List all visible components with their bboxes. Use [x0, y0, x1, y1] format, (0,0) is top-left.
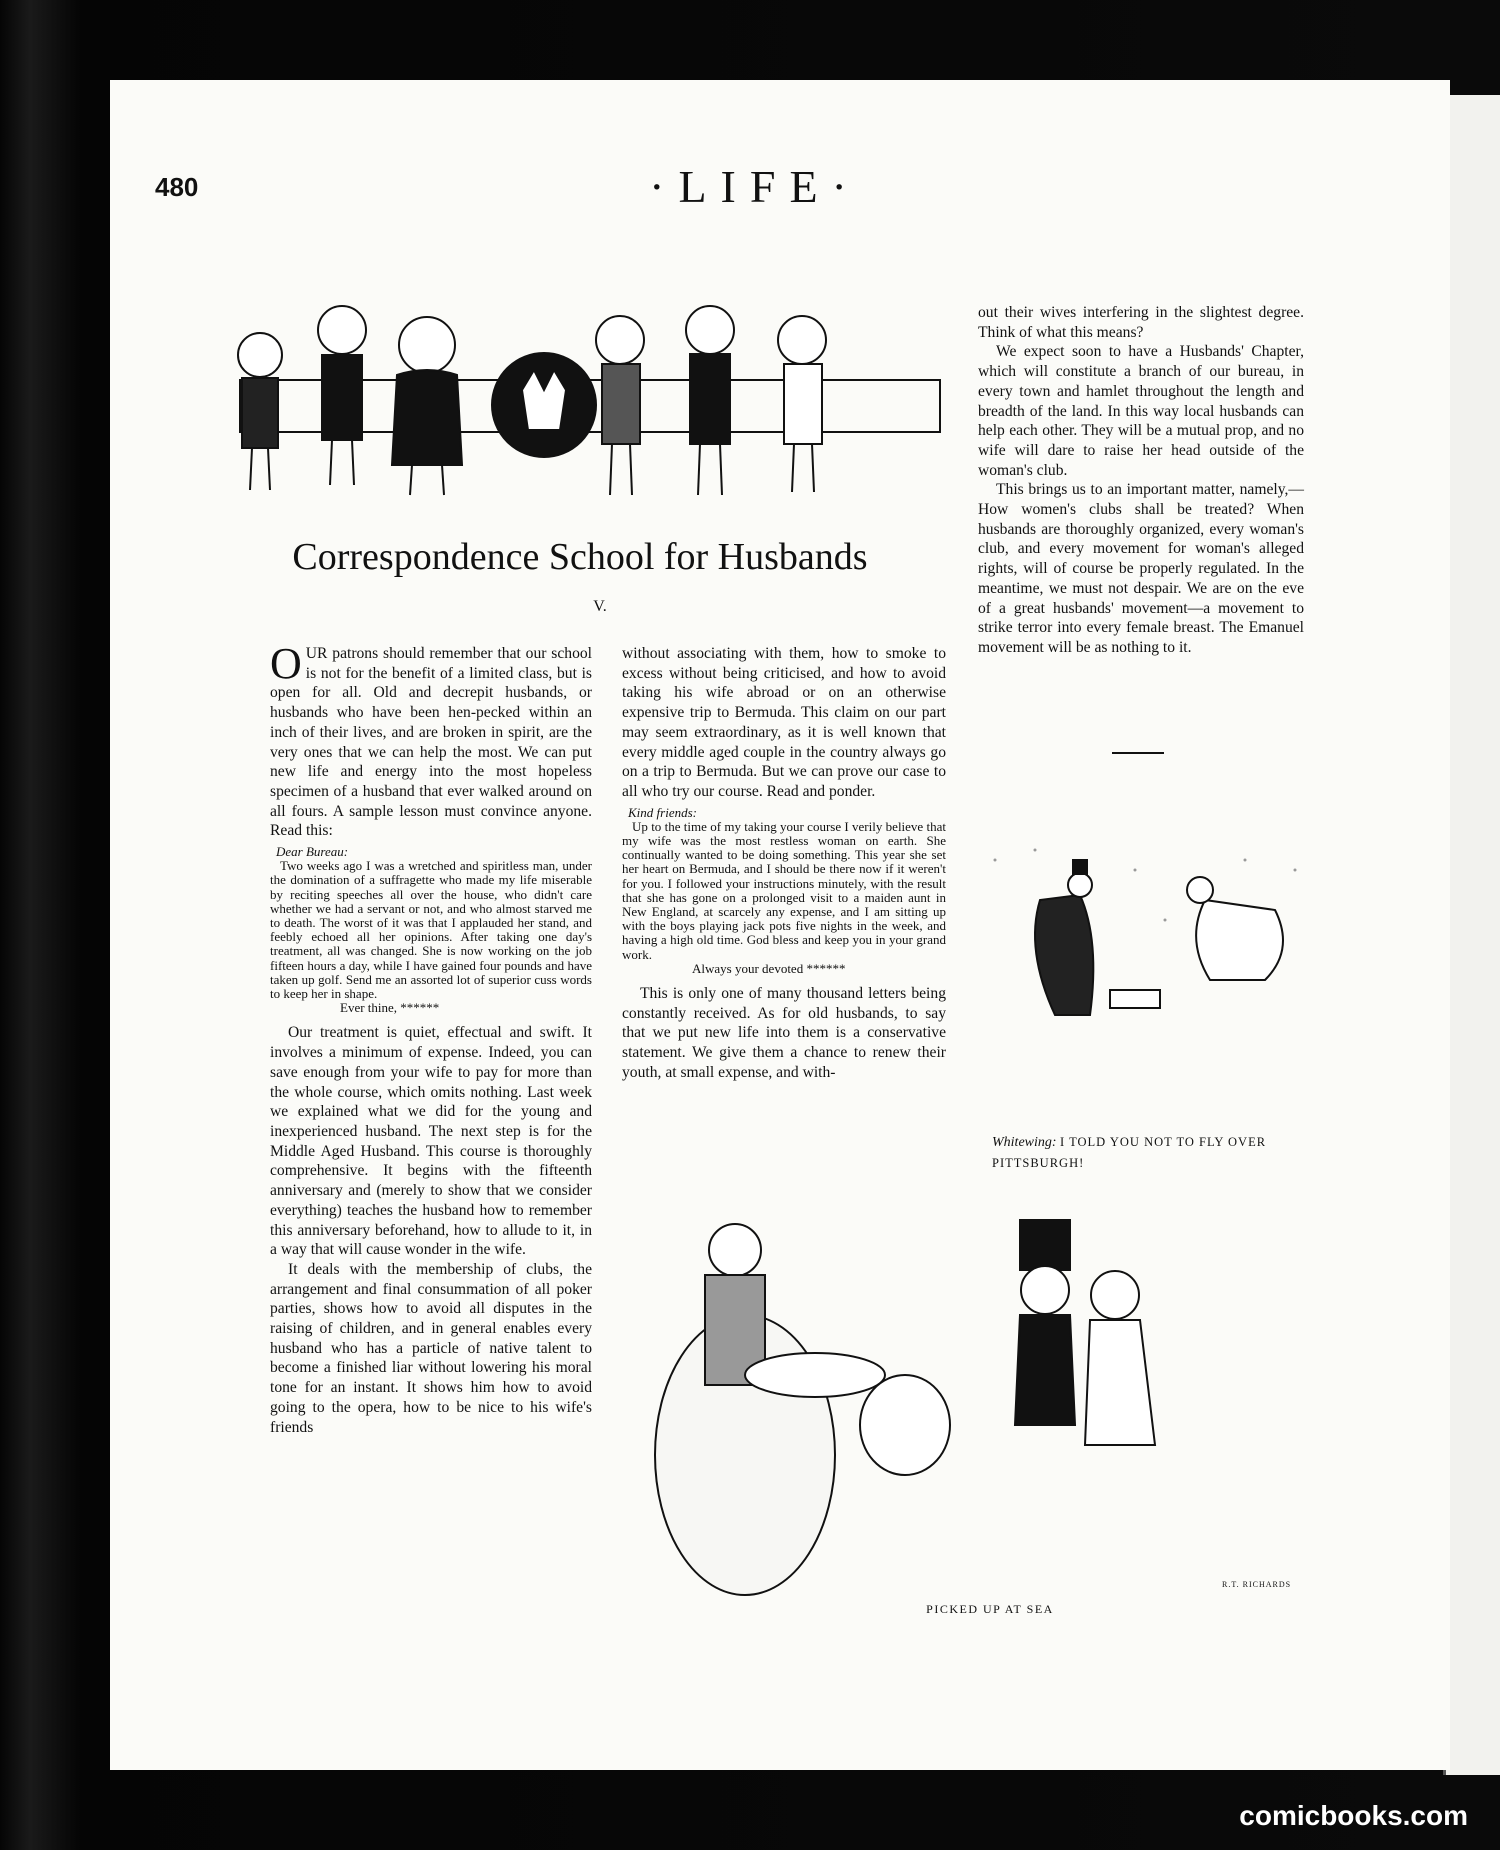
paragraph: This brings us to an important matter, namely,—How women's clubs shall be treated? When husbands are thoroughly organized, every woman's club, and every movement for woman's alleged rights, will of course be properly regulated. In the meantime, we must not despair. We are on the eve of a great husbands' movement—a movement to strike terror into every female breast. The Emanuel movement will be as nothing to it. [978, 481, 1304, 656]
article-subtitle: V. [593, 598, 607, 615]
article-title: Correspondence School for Husbands [292, 536, 868, 578]
letter-signoff: Always your devoted ****** [692, 960, 846, 976]
letter-body: Two weeks ago I was a wretched and spiritless man, under the domination of a suffragette who made my life miserable by reciting speeches all over the house, who didn't care whether we had a servant or not, and who almost starved me to death. The worst of it was that I applauded her stand, and feebly echoed all her opinions. After taking one day's treatment, all was changed. She is now working on the job fifteen hours a day, while I have gained four pounds and have taken up golf. Send me an assorted lot of superior cuss words to keep her in shape. [270, 858, 592, 1002]
letter-signoff: Ever thine, ****** [340, 1000, 440, 1016]
paragraph: It deals with the membership of clubs, the arrangement and final consummation of all poker parties, shows how to avoid all disputes in the raising of children, and in general enables every husband who has a particle of native talent to become a finished liar without lowering his moral tone for an instant. It shows him how to avoid going to the opera, how to be nice to his wife's friends [270, 1260, 592, 1436]
watermark: comicbooks.com [1239, 1800, 1468, 1831]
letter-salutation: Kind friends: [628, 804, 697, 820]
page-number: 480 [155, 172, 199, 202]
masthead: ·LIFE· [649, 161, 861, 212]
column-3 [978, 303, 1304, 658]
drop-cap: O [270, 639, 302, 688]
picked-up-at-sea-caption: PICKED UP AT SEA [926, 1602, 1054, 1616]
letter-1 [270, 845, 592, 1015]
facing-page-edge [1443, 95, 1500, 1775]
section-divider [1112, 752, 1164, 754]
paragraph: Our treatment is quiet, effectual and swift. It involves a minimum of expense. Indeed, you can save enough from your wife to pay for more than the whole course, which omits nothing. Last week we explained what we did for the young and inexperienced husband. The next step is for the Middle Aged Husband. This course is thoroughly comprehensive. It begins with the fifteenth anniversary and (merely to show that we consider everything) teaches the husband how to remember this anniversary beforehand, how to allude to it, in a way that will cause wonder in the wife. [270, 1024, 592, 1259]
caption-speaker: Whitewing: [992, 1135, 1057, 1150]
eagle-rooster-cartoon [975, 830, 1325, 1080]
letter-salutation: Dear Bureau: [276, 844, 349, 860]
letter-2 [622, 806, 946, 976]
caption-text: I TOLD YOU NOT TO FLY OVER PITTSBURGH! [992, 1135, 1267, 1170]
paragraph: OUR patrons should remember that our school is not for the benefit of a limited class, but is open for all. Old and decrepit husbands, or husbands who have been hen-pecked within an inch of their lives, and are broken in spirit, are the very ones that we can help the most. We can put new life and energy into the most hopeless specimen of a husband that ever walked around on all fours. A sample lesson must convince anyone. Read this: [270, 639, 592, 840]
husband-figures [238, 306, 826, 495]
paragraph: This is only one of many thousand letters being constantly received. As for old husbands, to say that we put new life into them is a conservative statement. We give them a chance to renew their youth, at small expense, and with- [622, 985, 946, 1081]
header-illustration [222, 300, 962, 505]
eagle-rooster-caption [992, 1132, 1332, 1174]
column-1 [270, 639, 592, 1437]
artist-signature: R.T. RICHARDS [1222, 1580, 1292, 1589]
paragraph: out their wives interfering in the slightest degree. Think of what this means? [978, 304, 1304, 341]
letter-body: Up to the time of my taking your course I verily believe that my wife was the most restless woman on earth. She continually wanted to be doing something. This year she set her heart on Bermuda, and I should be there now if it weren't for you. I followed your instructions minutely, with the result that she has gone on a prolonged visit to a maiden aunt in New England, at scarcely any expense, and I am sitting up with the boys playing jack pots five nights in the week, and having a high old time. God bless and keep you in your grand work. [622, 818, 946, 962]
picked-up-at-sea-cartoon [635, 1175, 1315, 1615]
paragraph: We expect soon to have a Husbands' Chapter, which will constitute a branch of our bureau, in every town and hamlet throughout the length and breadth of the land. In this way local husbands can help each other. They will be a mutual prop, and no wife will dare to raise her head outside of the woman's club. [978, 343, 1304, 479]
column-2 [622, 644, 946, 1083]
paragraph: without associating with them, how to smoke to excess without being criticised, and how to avoid taking his wife abroad or on an otherwise expensive trip to Bermuda. This claim on our part may seem extraordinary, as it is well known that every middle aged couple in the country always go on a trip to Bermuda. But we can prove our case to all who try our course. Read and ponder. [622, 645, 946, 800]
